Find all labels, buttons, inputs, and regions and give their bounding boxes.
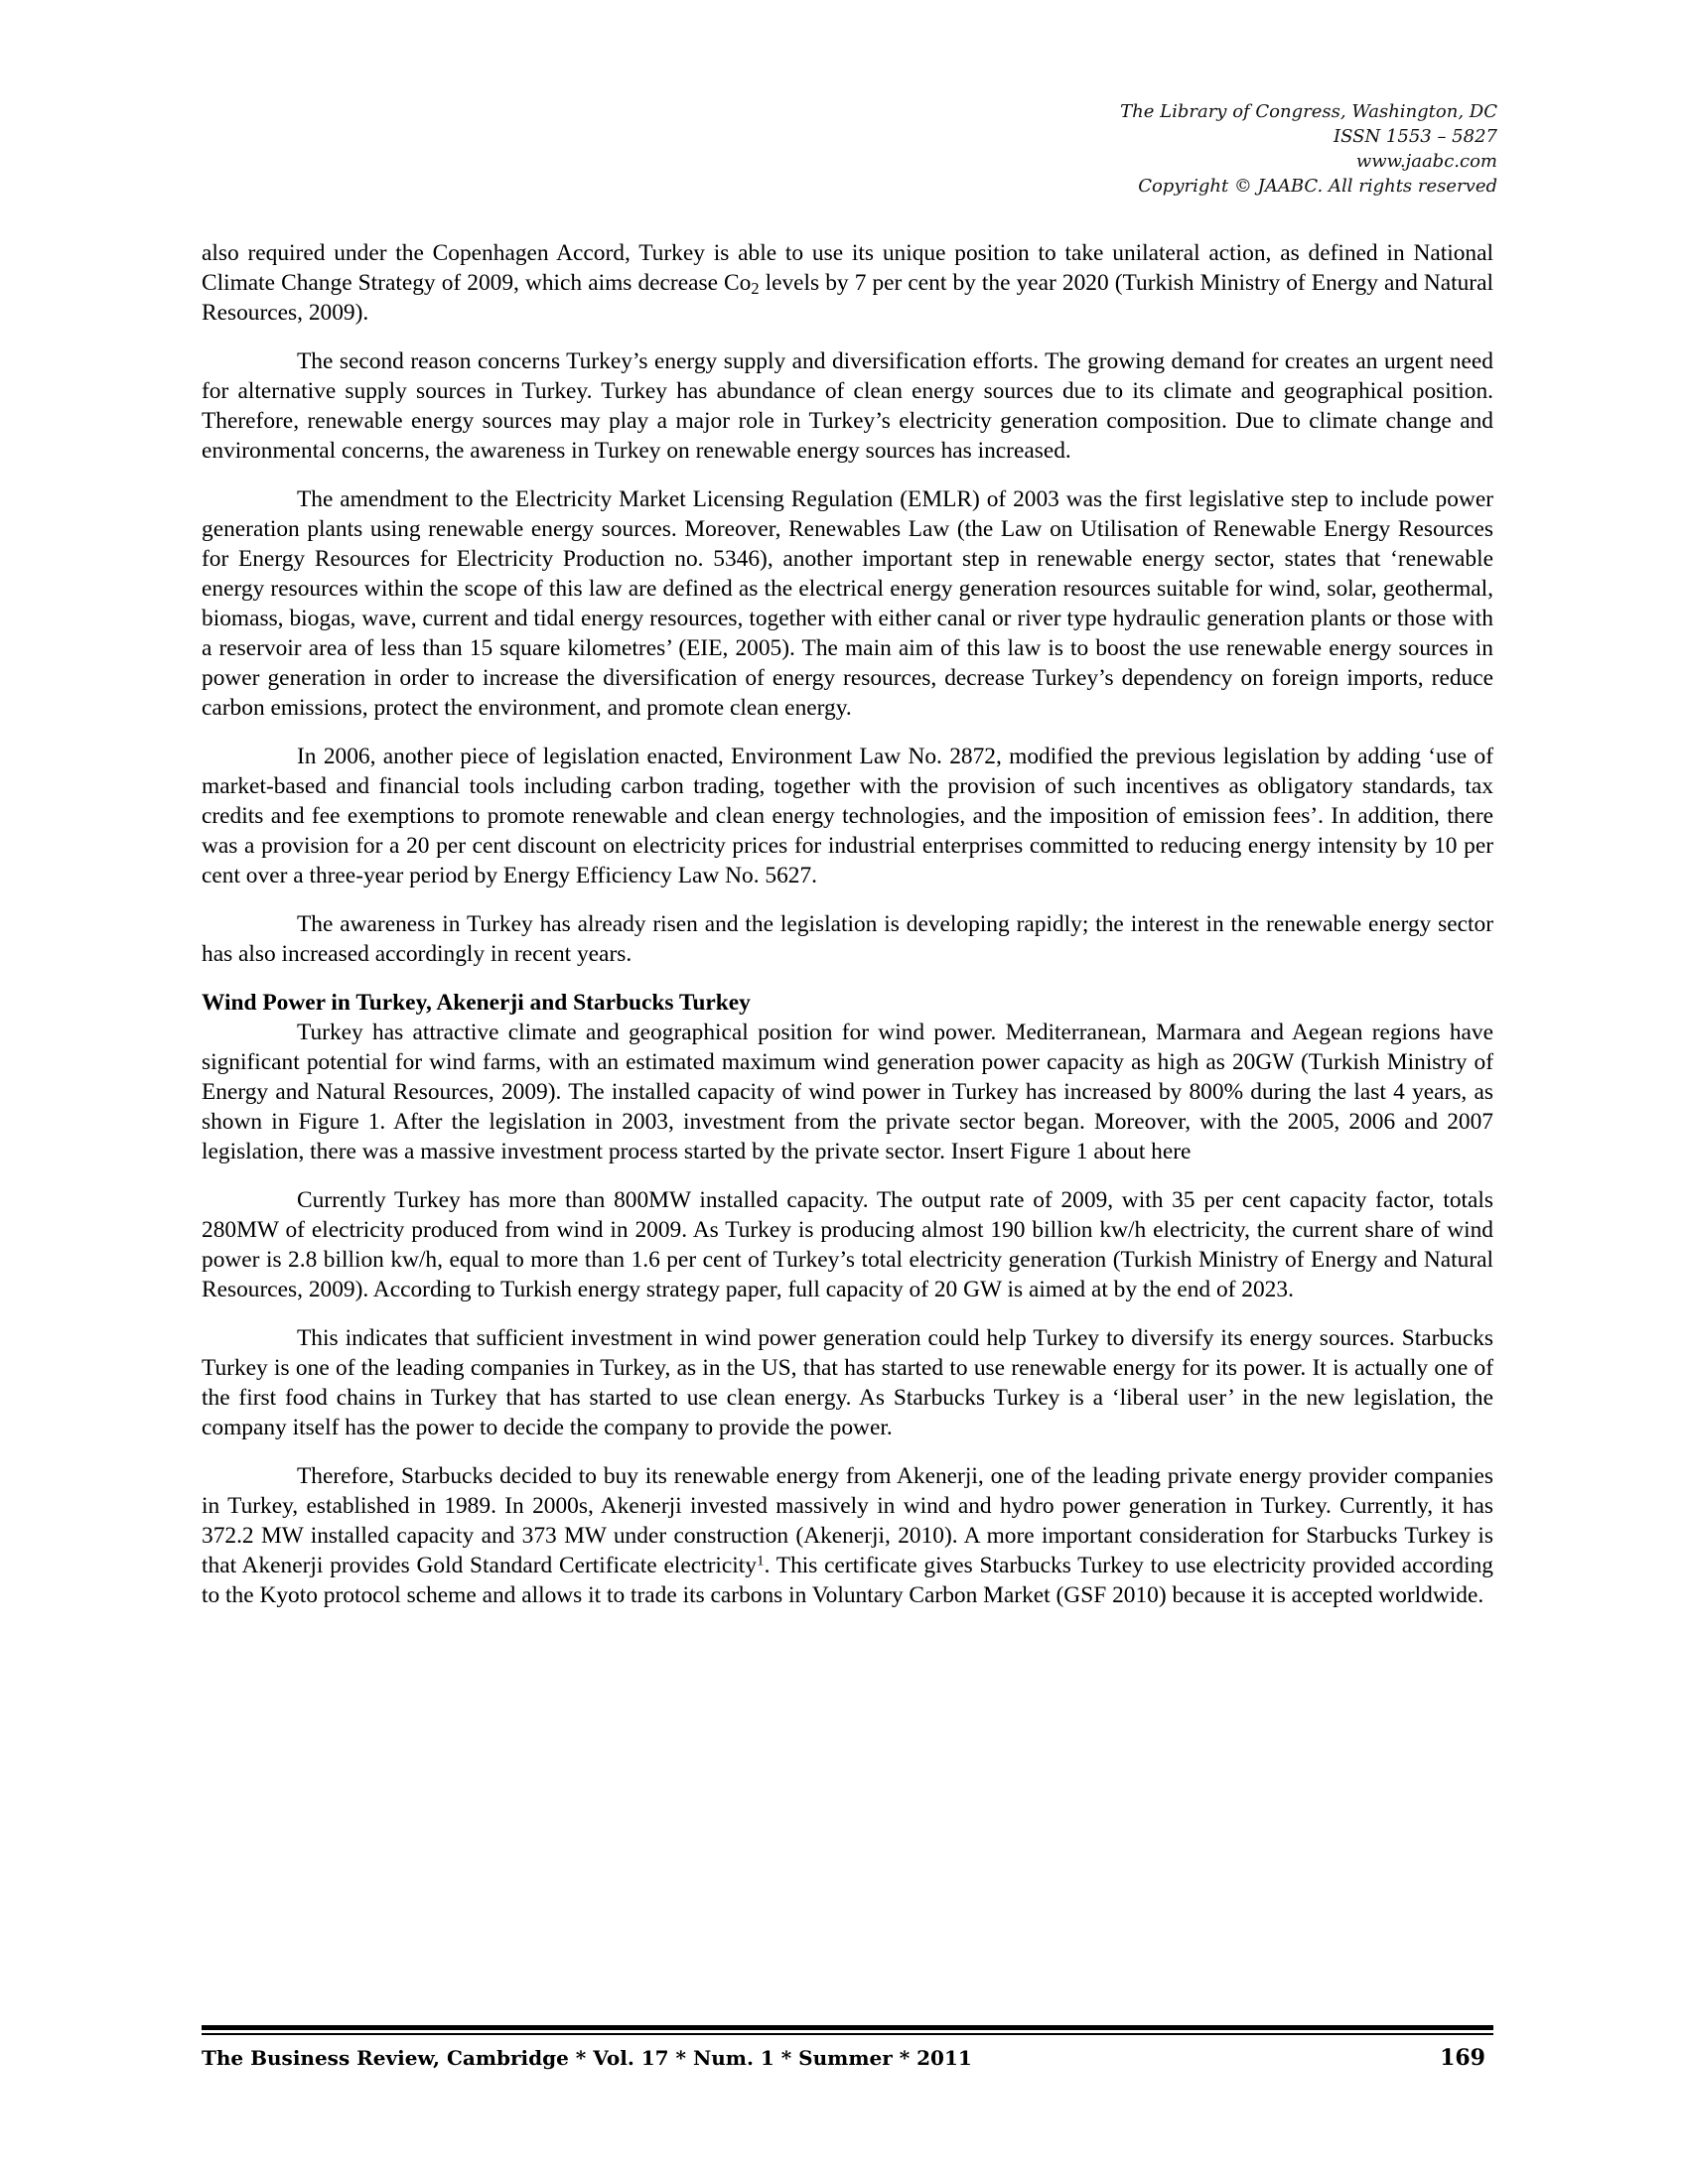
footer-rule-thick (202, 2025, 1493, 2030)
paragraph-continued (202, 238, 1493, 328)
paragraph-energy-supply: The second reason concerns Turkey’s energy supply and diversification efforts. The growing demand for creates an urgent need for alternative supply sources in Turkey. Turkey has abundance of clean energy sources due to its climate and geographical position. Therefore, renewable energy sources may play a major role in Turkey’s electricity generation composition. Due to climate change and environmental concerns, the awareness in Turkey on renewable energy sources has increased. (202, 348, 1493, 464)
paragraph-environment-law: In 2006, another piece of legislation enacted, Environment Law No. 2872, modified the previous legislation by adding ‘use of market-based and financial tools including carbon trading, together with the provision of such incentives as obligatory standards, tax credits and fee exemptions to promote renewable and clean energy technologies, and the imposition of emission fees’. In addition, there was a provision for a 20 per cent discount on electricity prices for industrial enterprises committed to reducing energy intensity by 10 per cent over a three-year period by Energy Efficiency Law No. 5627. (202, 744, 1493, 888)
footer-rule-thin (202, 2033, 1493, 2035)
footer-journal: The Business Review, Cambridge * Vol. 17 * Num. 1 * Summer * 2011 (202, 2046, 972, 2070)
paragraph-text: Therefore, Starbucks decided to buy its renewable energy from Akenerji, one of the leading private energy provider companies in Turkey, established in 1989. In 2000s, Akenerji invested massively in wind and hydro power generation in Turkey. Currently, it has 372.2 MW installed capacity and 373 MW under construction (Akenerji, 2010). A more important consideration for Starbucks Turkey is that Akenerji provides Gold Standard Certificate electricity (202, 1463, 1493, 1578)
subscript: 2 (751, 279, 760, 299)
paragraph-wind-power: Turkey has attractive climate and geographical position for wind power. Mediterranean, Marmara and Aegean regions have significant potential for wind farms, with an estimated maximum wind generation power capacity as high as 20GW (Turkish Ministry of Energy and Natural Resources, 2009). The installed capacity of wind power in Turkey has increased by 800% during the last 4 years, as shown in Figure 1. After the legislation in 2003, investment from the private sector began. Moreover, with the 2005, 2006 and 2007 legislation, there was a massive investment process started by the private sector. Insert Figure 1 about here (202, 1020, 1493, 1164)
paragraph-akenerji (202, 1461, 1493, 1610)
header-website: www.jaabc.com (1355, 151, 1497, 172)
paragraph-emlr: The amendment to the Electricity Market Licensing Regulation (EMLR) of 2003 was the first legislative step to include power generation plants using renewable energy sources. Moreover, Renewables Law (the Law on Utilisation of Renewable Energy Resources for Energy Resources for Electricity Production no. 5346), another important step in renewable energy sector, states that ‘renewable energy resources within the scope of this law are defined as the electrical energy generation resources suitable for wind, solar, geothermal, biomass, biogas, wave, current and tidal energy resources, together with either canal or river type hydraulic generation plants or those with a reservoir area of less than 15 square kilometres’ (EIE, 2005). The main aim of this law is to boost the use renewable energy sources in power generation in order to increase the diversification of energy resources, decrease Turkey’s dependency on foreign imports, reduce carbon emissions, protect the environment, and promote clean energy. (202, 486, 1493, 721)
paragraph-awareness: The awareness in Turkey has already risen and the legislation is developing rapidly; the interest in the renewable energy sector has also increased accordingly in recent years. (202, 911, 1493, 967)
footnote-marker: 1 (756, 1552, 765, 1570)
paragraph-text: . This certificate gives Starbucks Turkey to use electricity provided according to the Kyoto protocol scheme and allows it to trade its carbons in Voluntary Carbon Market (GSF 2010) because it is accepted worldwide. (202, 1553, 1493, 1608)
header-issn: ISSN 1553 – 5827 (1334, 126, 1497, 147)
paragraph-installed-capacity: Currently Turkey has more than 800MW installed capacity. The output rate of 2009, with 35 per cent capacity factor, totals 280MW of electricity produced from wind in 2009. As Turkey is producing almost 190 billion kw/h electricity, the current share of wind power is 2.8 billion kw/h, equal to more than 1.6 per cent of Turkey’s total electricity generation (Turkish Ministry of Energy and Natural Resources, 2009). According to Turkish energy strategy paper, full capacity of 20 GW is aimed at by the end of 2023. (202, 1187, 1493, 1302)
header-copyright: Copyright © JAABC. All rights reserved (1138, 176, 1497, 197)
page-number: 169 (1440, 2045, 1485, 2071)
article-body (202, 238, 1493, 1629)
header-library: The Library of Congress, Washington, DC (1120, 101, 1497, 122)
paragraph-text: levels by 7 per cent by the year 2020 (Turkish Ministry of Energy and Natural Resources, 2009). (202, 270, 1493, 326)
paragraph-text: also required under the Copenhagen Accord, Turkey is able to use its unique position to take unilateral action, as defined in National Climate Change Strategy of 2009, which aims decrease Co (202, 240, 1493, 296)
running-footer (202, 2045, 1493, 2071)
section-heading: Wind Power in Turkey, Akenerji and Starbucks Turkey (202, 990, 751, 1016)
running-header (902, 99, 1497, 199)
paragraph-starbucks: This indicates that sufficient investment in wind power generation could help Turkey to diversify its energy sources. Starbucks Turkey is one of the leading companies in Turkey, as in the US, that has started to use renewable energy for its power. It is actually one of the first food chains in Turkey that has started to use clean energy. As Starbucks Turkey is a ‘liberal user’ in the new legislation, the company itself has the power to decide the company to provide the power. (202, 1325, 1493, 1440)
